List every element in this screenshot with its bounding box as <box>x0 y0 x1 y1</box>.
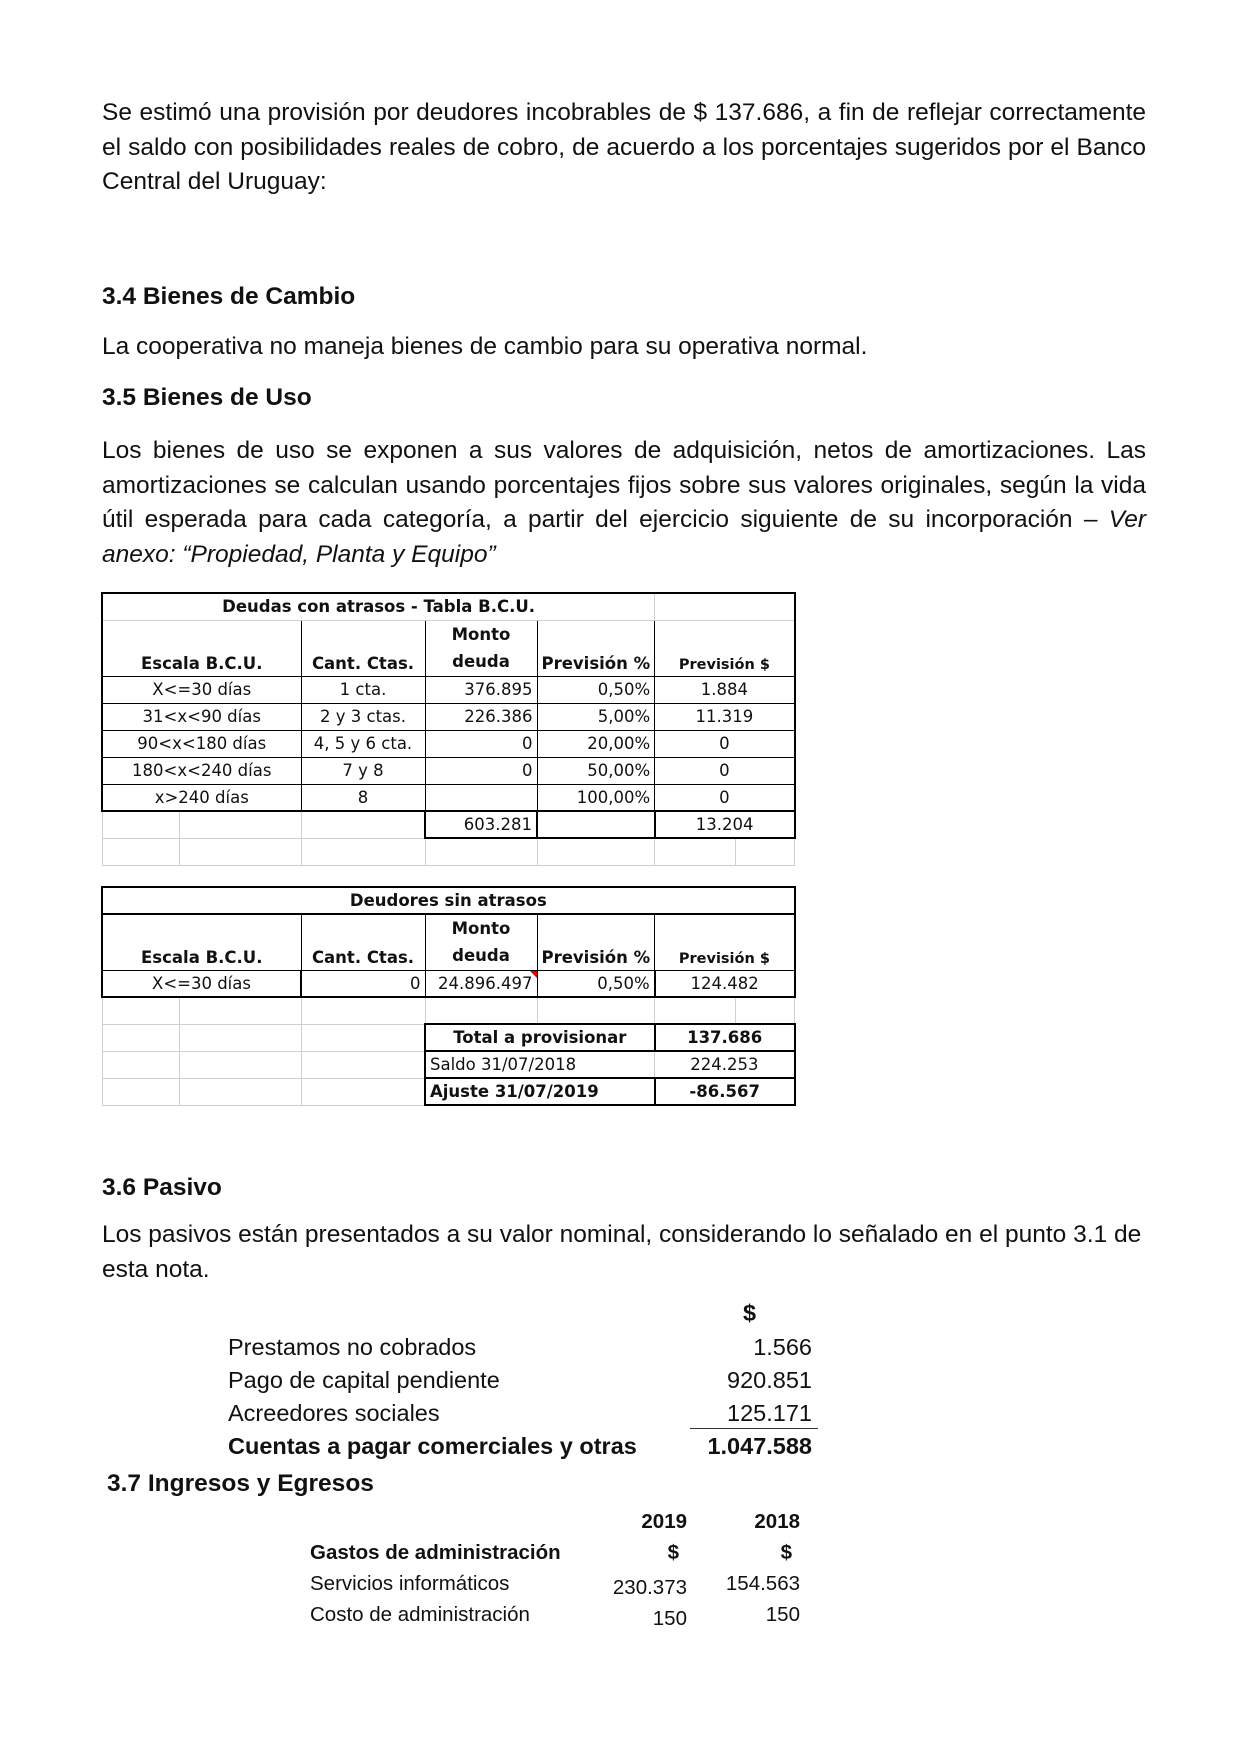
ingresos-egresos-table <box>310 1510 950 1634</box>
section-3-7-title: 3.7 Ingresos y Egresos <box>107 1470 374 1497</box>
header-monto: Monto deuda <box>425 620 537 676</box>
table-row: 180<x<240 días 7 y 8 0 50,00% 0 <box>102 757 795 784</box>
header-prevision-pct: Previsión % <box>537 620 655 676</box>
header-prevision-pct: Previsión % <box>537 914 655 970</box>
section-3-4-title: 3.4 Bienes de Cambio <box>102 283 356 310</box>
total-prevision: 13.204 <box>655 811 795 838</box>
saldo-value: 224.253 <box>655 1051 795 1078</box>
pasivo-total: Cuentas a pagar comerciales y otras 1.047.588 <box>228 1433 812 1459</box>
ajuste-label: Ajuste 31/07/2019 <box>425 1078 655 1105</box>
list-item: Prestamos no cobrados 1.566 <box>228 1334 812 1360</box>
year-2018: 2018 <box>754 1510 800 1533</box>
section-3-5-body: Los bienes de uso se exponen a sus valores de adquisición, netos de amortizaciones. Las amortizaciones se calculan usando porcentajes fijos sobre sus valores originales, según la vida útil esperada para cada categoría, a partir del ejercicio siguiente de su incorporación – <box>102 437 1146 533</box>
table-title: Deudas con atrasos - Tabla B.C.U. <box>102 593 655 620</box>
currency-2018: $ <box>780 1541 792 1564</box>
table-row: X<=30 días 1 cta. 376.895 0,50% 1.884 <box>102 676 795 703</box>
list-item: Acreedores sociales 125.171 <box>228 1400 812 1426</box>
table-row: 90<x<180 días 4, 5 y 6 cta. 0 20,00% 0 <box>102 730 795 757</box>
table-deudas-atrasos <box>101 592 796 866</box>
header-escala: Escala B.C.U. <box>102 914 301 970</box>
intro-paragraph: Se estimó una provisión por deudores incobrables de $ 137.686, a fin de reflejar correctamente el saldo con posibilidades reales de cobro, de acuerdo a los porcentajes sugeridos por el Banco Central del Uruguay: <box>102 99 1146 195</box>
group-label: Gastos de administración <box>310 1541 561 1564</box>
table-title: Deudores sin atrasos <box>102 887 795 914</box>
header-prevision-amt: Previsión $ <box>655 620 795 676</box>
section-3-6-title: 3.6 Pasivo <box>102 1174 222 1201</box>
header-monto: Monto deuda <box>425 914 537 970</box>
table-row: X<=30 días 0 24.896.497 0,50% 124.482 <box>102 970 795 997</box>
pasivo-currency: $ <box>743 1300 757 1326</box>
list-item: Pago de capital pendiente 920.851 <box>228 1367 812 1393</box>
table-deudores-sin-atrasos <box>101 886 796 1106</box>
table-total-row <box>102 811 795 838</box>
header-escala: Escala B.C.U. <box>102 620 301 676</box>
section-3-4-text: La cooperativa no maneja bienes de cambio para su operativa normal. <box>102 333 868 360</box>
table-row: Servicios informáticos 230.373 154.563 <box>310 1572 800 1599</box>
total-provisionar-label: Total a provisionar <box>425 1024 655 1051</box>
section-3-5-text <box>102 434 1146 572</box>
saldo-label: Saldo 31/07/2018 <box>425 1051 655 1078</box>
table-row: x>240 días 8 100,00% 0 <box>102 784 795 811</box>
summary-saldo-row <box>102 1051 795 1078</box>
header-cant: Cant. Ctas. <box>301 914 425 970</box>
summary-total-row <box>102 1024 795 1051</box>
summary-ajuste-row <box>102 1078 795 1105</box>
currency-2019: $ <box>667 1541 679 1564</box>
ajuste-value: -86.567 <box>655 1078 795 1105</box>
table-row: 31<x<90 días 2 y 3 ctas. 226.386 5,00% 11.319 <box>102 703 795 730</box>
header-prevision-amt: Previsión $ <box>655 914 795 970</box>
year-2019: 2019 <box>641 1510 687 1533</box>
total-provisionar-value: 137.686 <box>655 1024 795 1051</box>
pasivo-list <box>228 1330 818 1462</box>
section-3-6-text: Los pasivos están presentados a su valor nominal, considerando lo señalado en el punto 3.1 de esta nota. <box>102 1221 1142 1283</box>
table-row: Costo de administración 150 150 <box>310 1603 800 1630</box>
header-cant: Cant. Ctas. <box>301 620 425 676</box>
total-monto: 603.281 <box>425 811 537 838</box>
section-3-5-title: 3.5 Bienes de Uso <box>102 384 312 411</box>
annex-reference: Ver anexo: “Propiedad, Planta y Equipo” <box>102 506 1146 568</box>
